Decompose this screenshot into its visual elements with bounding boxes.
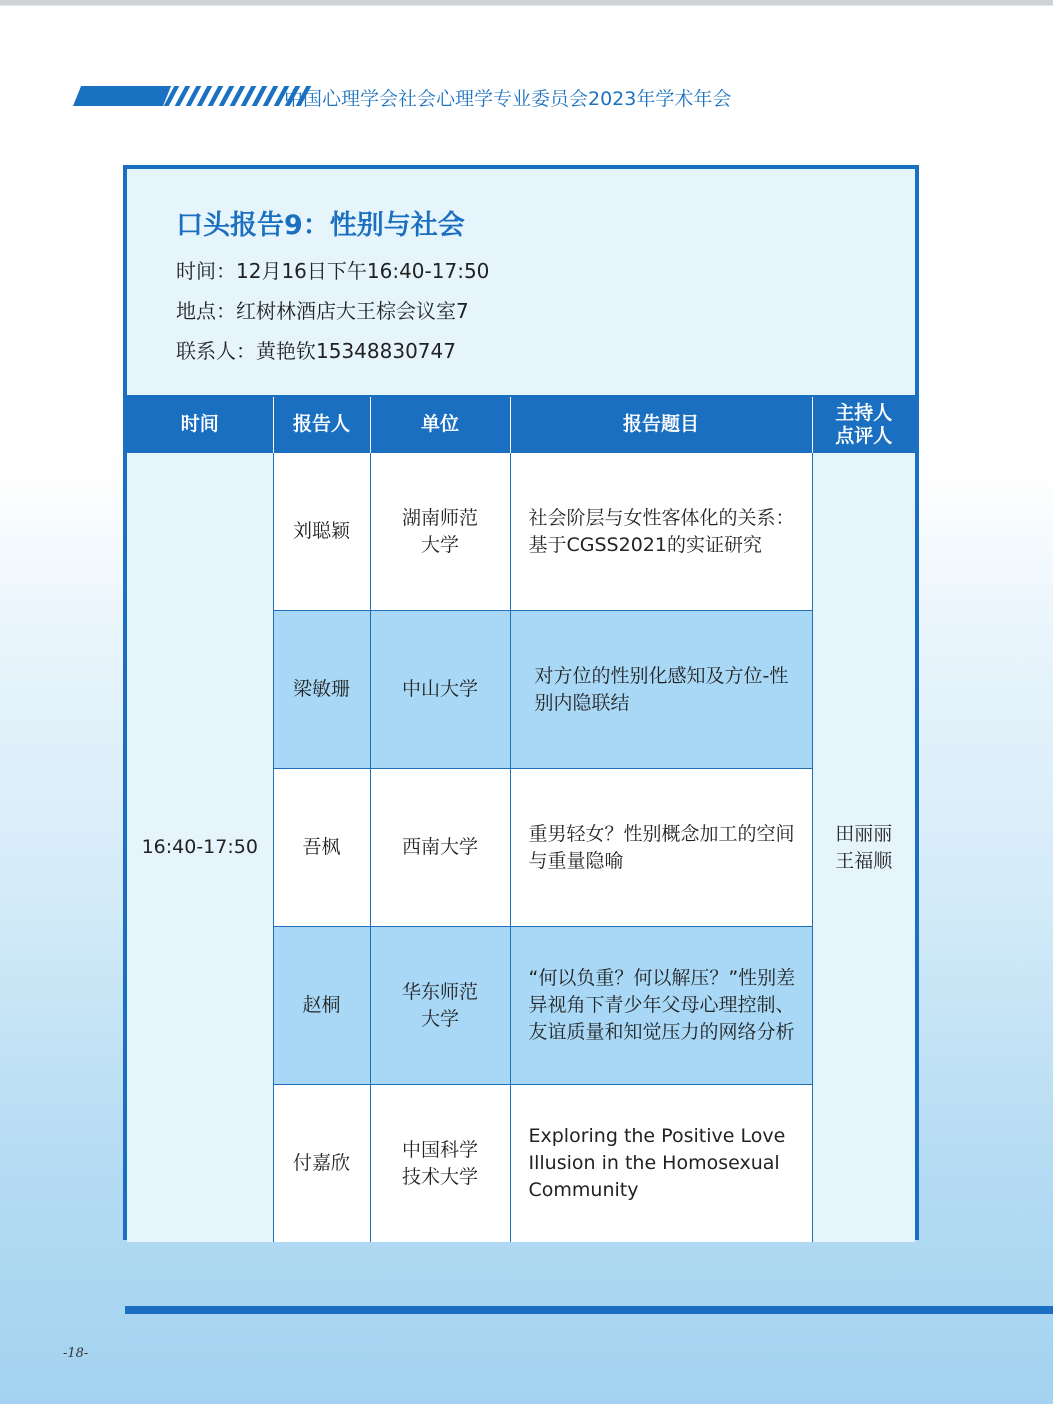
topic-cell: “何以负重？何以解压？”性别差异视角下青少年父母心理控制、友谊质量和知觉压力的网络分析	[510, 927, 812, 1085]
unit-line: 华东师范	[401, 980, 478, 1003]
host-name: 王福顺	[835, 849, 893, 872]
speaker-cell: 付嘉欣	[273, 1085, 370, 1243]
session-location: 地点：红树林酒店大王棕会议室7	[176, 299, 469, 323]
unit-cell	[370, 611, 510, 769]
header-topic: 报告题目	[510, 396, 812, 453]
unit-cell	[370, 927, 510, 1085]
topic-cell: 社会阶层与女性客体化的关系：基于CGSS2021的实证研究	[510, 453, 812, 611]
footer-rule	[125, 1306, 1053, 1314]
header-unit: 单位	[370, 396, 510, 453]
table-header-row	[127, 396, 915, 453]
header-time: 时间	[127, 396, 273, 453]
speaker-cell: 赵桐	[273, 927, 370, 1085]
unit-line: 西南大学	[401, 836, 478, 858]
header-host-line2: 点评人	[835, 424, 893, 447]
time-cell: 16:40-17:50	[127, 453, 273, 1243]
session-contact: 联系人：黄艳钦15348830747	[176, 339, 456, 363]
unit-cell	[370, 1085, 510, 1243]
unit-line: 大学	[420, 533, 459, 556]
session-time: 时间：12月16日下午16:40-17:50	[176, 259, 490, 283]
table-row	[127, 453, 915, 611]
header-host-line1: 主持人	[835, 401, 893, 424]
unit-cell	[370, 453, 510, 611]
unit-line: 中山大学	[401, 678, 478, 700]
session-info-panel	[127, 169, 915, 395]
page-number: -18-	[63, 1346, 89, 1361]
unit-line: 大学	[420, 1007, 459, 1030]
top-border-shadow	[0, 5, 1053, 6]
host-cell	[812, 453, 915, 1243]
header-speaker: 报告人	[273, 396, 370, 453]
topic-cell: 对方位的性别化感知及方位-性别内隐联结	[510, 611, 812, 769]
unit-line: 中国科学	[401, 1138, 478, 1161]
speaker-cell: 吾枫	[273, 769, 370, 927]
schedule-table	[127, 395, 915, 1242]
host-name: 田丽丽	[835, 822, 893, 845]
speaker-cell: 梁敏珊	[273, 611, 370, 769]
header-host	[812, 396, 915, 453]
topic-cell: Exploring the Positive Love Illusion in the Homosexual Community	[510, 1085, 812, 1243]
session-title: 口头报告9：性别与社会	[176, 210, 465, 241]
session-box	[123, 165, 919, 1240]
conference-title: 中国心理学会社会心理学专业委员会2023年学术年会	[284, 88, 732, 110]
unit-line: 湖南师范	[401, 506, 478, 529]
speaker-cell: 刘聪颖	[273, 453, 370, 611]
unit-line: 技术大学	[401, 1165, 478, 1188]
topic-cell: 重男轻女？性别概念加工的空间与重量隐喻	[510, 769, 812, 927]
unit-cell	[370, 769, 510, 927]
